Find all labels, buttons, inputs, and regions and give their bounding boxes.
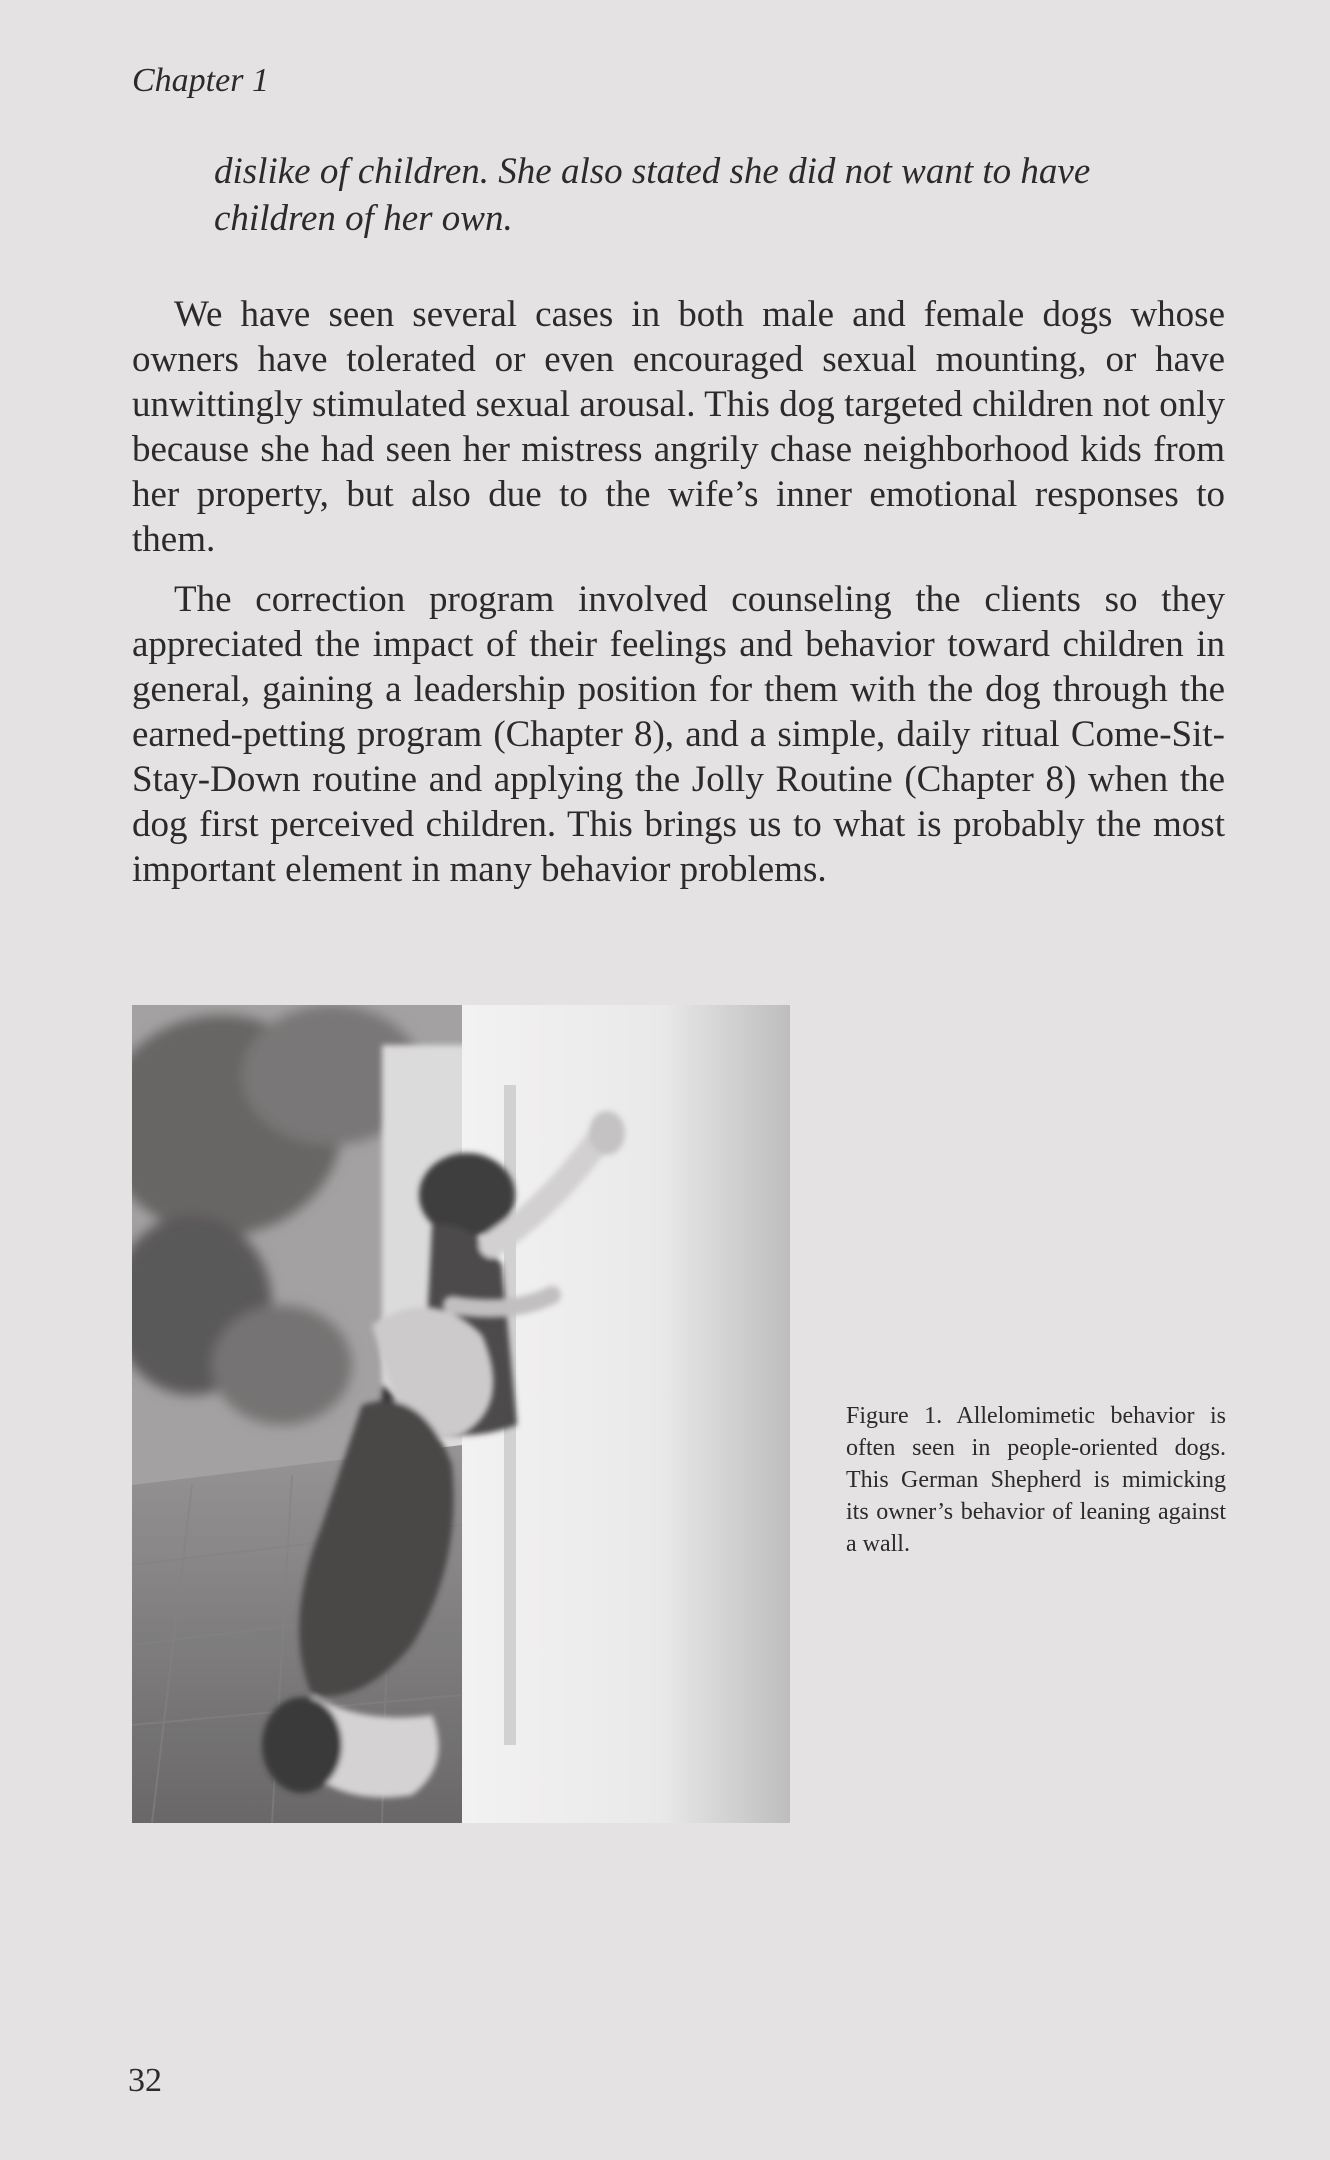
body-paragraph-2 [132,577,1225,892]
body-paragraph-1 [132,292,1225,562]
quoted-passage: dislike of children. She also stated she did not want to have children of her own. [214,151,1091,239]
paragraph-text: The correction program involved counseling the clients so they appreciated the impact of their feelings and behavior toward children in general, gaining a leadership position for them with the dog through the earned-petting program (Chapter 8), and a simple, daily ritual Come-Sit-Stay-Down routine and applying the Jolly Routine (Chapter 8) when the dog first perceived children. This brings us to what is probably the most important element in many behavior problems. [132,579,1225,890]
paragraph-text: We have seen several cases in both male and female dogs whose owners have tolerated or even encouraged sexual mounting, or have unwittingly stimulated sexual arousal. This dog targeted children not only because she had seen her mistress angrily chase neighborhood kids from her property, but also due to the wife’s inner emotional responses to them. [132,294,1225,560]
photo-dog-and-owner-leaning-on-wall [132,1005,790,1823]
figure-photo [132,1005,790,1823]
figure-caption: Figure 1. Allelomimetic behavior is often seen in people-oriented dogs. This German Shepherd is mimicking its owner’s behavior of leaning against a wall. [846,1403,1226,1557]
running-head: Chapter 1 [132,62,269,99]
page-number: 32 [128,2062,162,2099]
